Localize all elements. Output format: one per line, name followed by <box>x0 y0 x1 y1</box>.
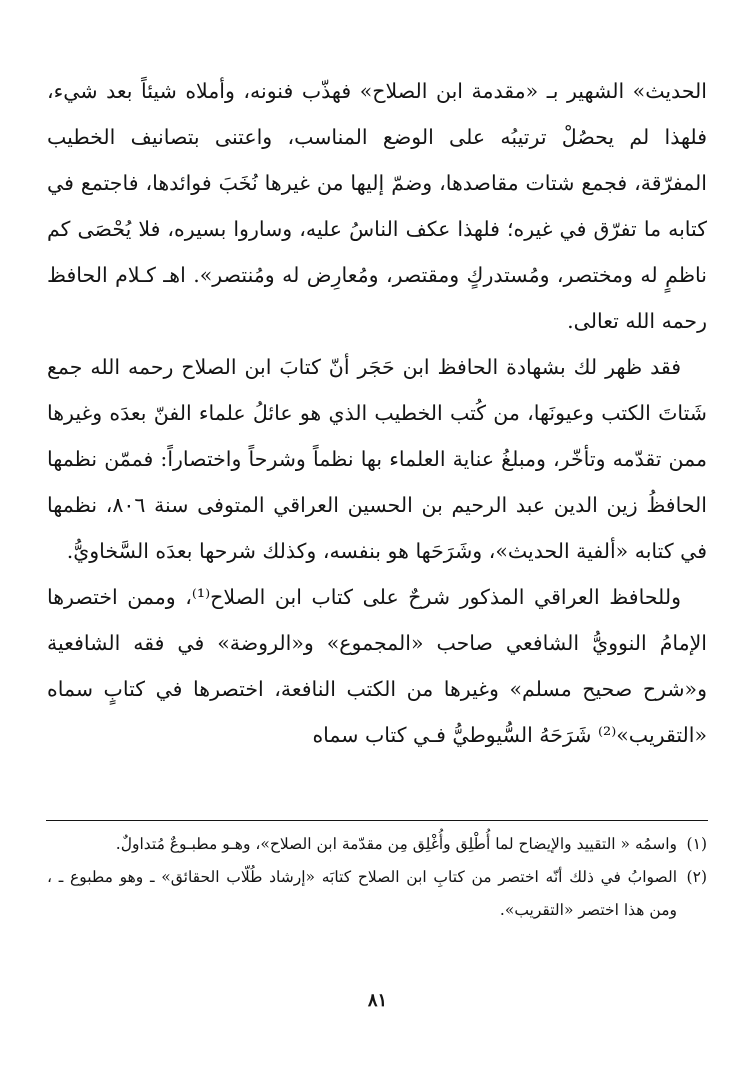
page-number: ٨١ <box>367 990 388 1011</box>
footnote-divider <box>46 820 708 821</box>
paragraph: الحديث» الشهير بـ «مقدمة ابن الصلاح» فهذّب فنونه، وأملاه شيئاً بعد شيء، فلهذا لم يحصُلْ ترتيبُه على الوضع المناسب، واعتنى بتصانيف الخطيب المفرّقة، فجمع شتات مقاصدها، وضمّ إليها من غيرها نُخَبَ فوائدها، فاجتمع في كتابه ما تفرّق في غيره؛ فلهذا عكف الناسُ عليه، وساروا بسيره، فلا يُحْصَى كم ناظمٍ له ومختصر، ومُستدركٍ ومقتصر، ومُعارِض له ومُنتصر». اهـ كـلام الحافظ رحمه الله تعالى. <box>47 79 707 333</box>
footnotes-block <box>47 828 707 927</box>
paragraph: فقد ظهر لك بشهادة الحافظ ابن حَجَر أنّ كتابَ ابن الصلاح رحمه الله جمع شَتاتَ الكتب وعيونَها، من كُتب الخطيب الذي هو عائلُ علماء الفنّ بعدَه وغيرها ممن تقدّمه وتأخّر، ومبلغُ عناية العلماء بها نظماً وشرحاً واختصاراً: فممّن نظمها الحافظُ زين الدين عبد الرحيم بن الحسين العراقي المتوفى سنة ٨٠٦، نظمها في كتابه «ألفية الحديث»، وشَرَحَها هو بنفسه، وكذلك شرحها بعدَه السَّخاويُّ. <box>47 355 707 563</box>
footnote-number: (٢) <box>686 868 707 886</box>
paragraph: وللحافظ العراقي المذكور شرحٌ على كتاب ابن الصلاح⁽¹⁾، وممن اختصرها الإمامُ النوويُّ الشافعي صاحب «المجموع» و«الروضة» في فقه الشافعية و«شرح صحيح مسلم» وغيرها من الكتب النافعة، اختصرها في كتابٍ سماه «التقريب»⁽²⁾ شَرَحَهُ السُّيوطيُّ فـي كتاب سماه <box>47 585 707 747</box>
footnote <box>47 861 707 927</box>
main-text-block <box>47 68 707 758</box>
footnote-text: الصوابُ في ذلك أنّه اختصر من كتابِ ابن الصلاح كتابَه «إرشاد طُلّاب الحقائق» ـ وهو مطبوع ـ ، ومن هذا اختصر «التقريب». <box>47 868 677 919</box>
footnote <box>47 828 707 861</box>
footnote-number: (١) <box>686 835 707 853</box>
footnote-text: واسمُه « التقييد والإيضاح لما أُطْلِق وأُغْلِق مِن مقدّمة ابن الصلاح»، وهـو مطبـوعٌ مُتداولٌ. <box>115 835 677 853</box>
